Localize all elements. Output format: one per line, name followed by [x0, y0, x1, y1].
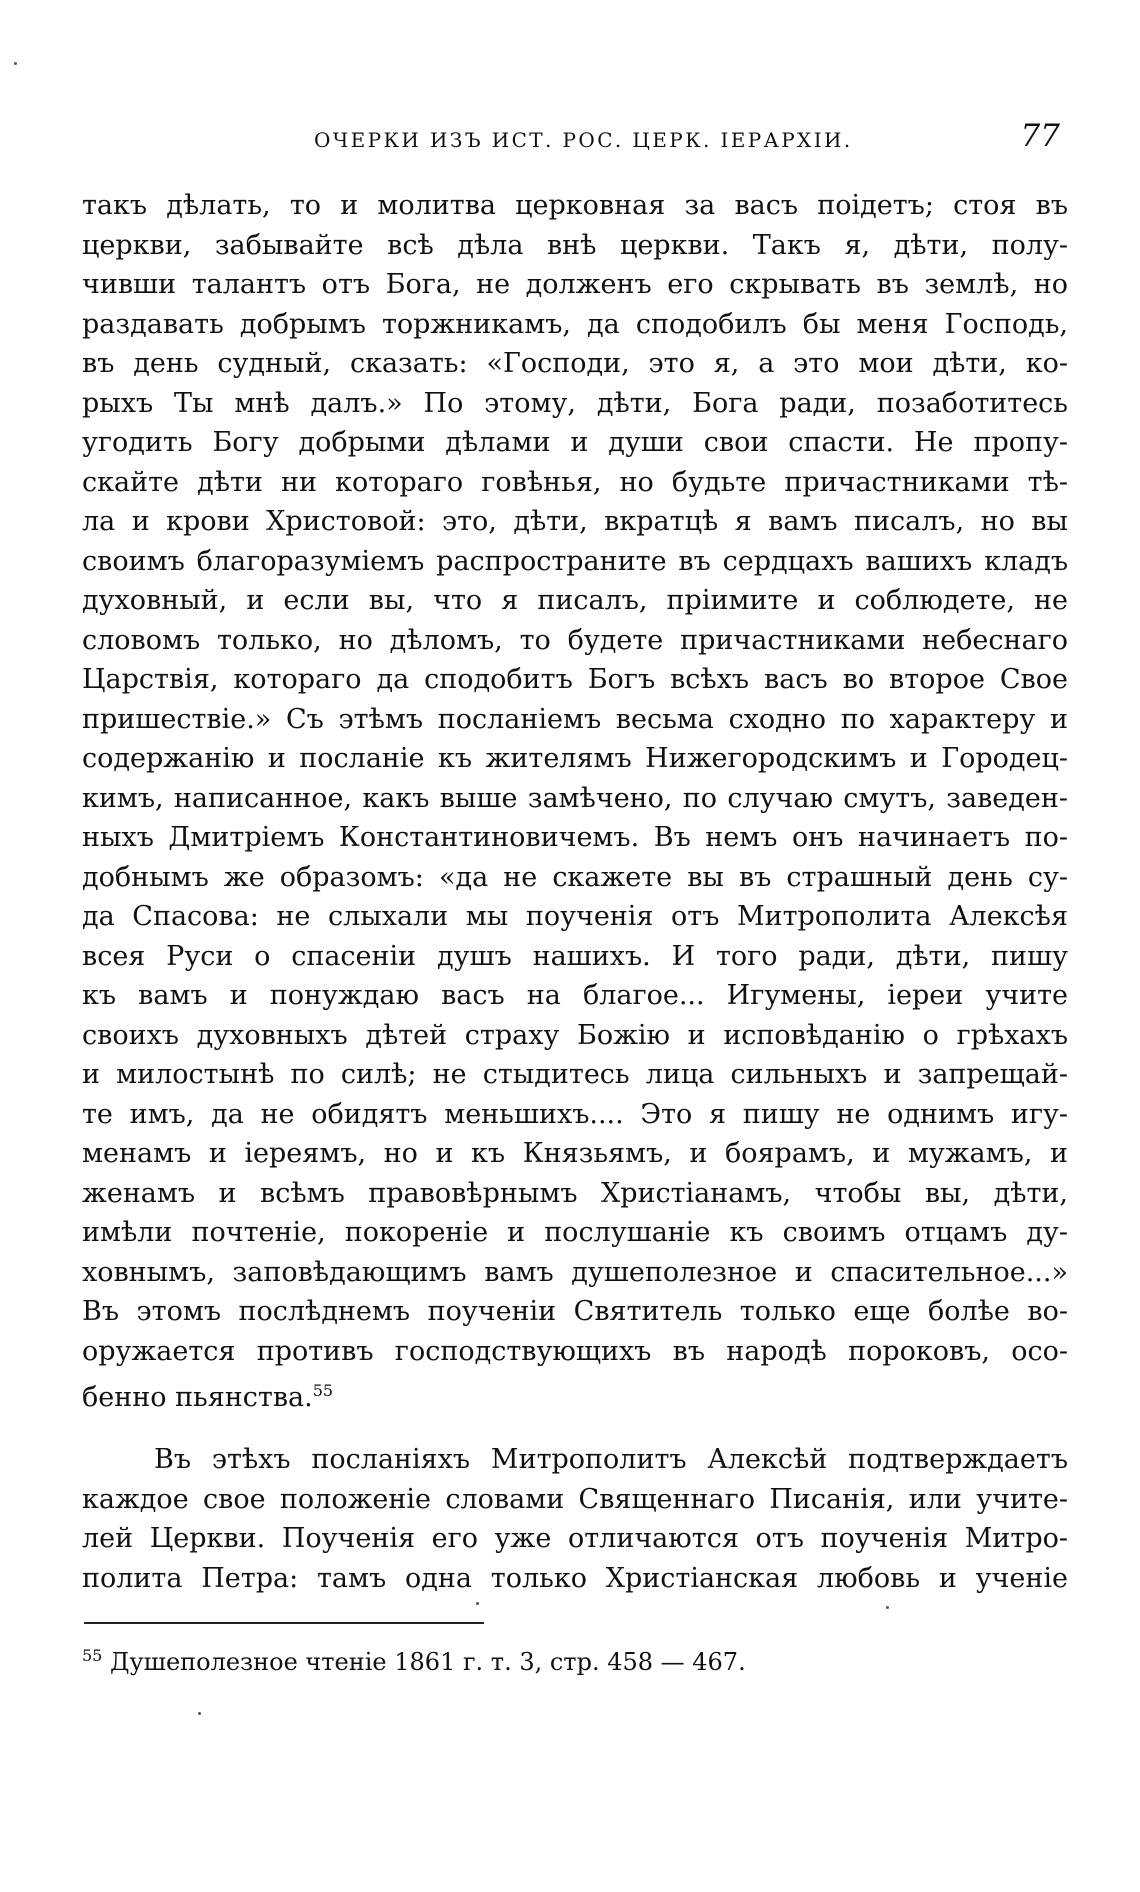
text-line: менамъ и іереямъ, но и къ Князьямъ, и боярамъ, и мужамъ, и: [82, 1138, 1068, 1169]
scan-speck: [14, 62, 17, 65]
text-line: да Спасова: не слыхали мы поученія отъ Митрополита Алексѣя: [82, 901, 1068, 932]
text-line-last: [82, 1371, 1068, 1411]
text-line: те имъ, да не обидятъ меньшихъ.... Это я пишу не однимъ игу-: [82, 1098, 1068, 1130]
scan-speck: [198, 1712, 201, 1715]
second-paragraph: [82, 1440, 1068, 1598]
text-line: Царствія, котораго да сподобитъ Богъ всѣхъ васъ во второе Свое: [82, 664, 1068, 695]
text-line: такъ дѣлать, то и молитва церковная за васъ поідетъ; стоя въ: [82, 190, 1068, 221]
text-line: словомъ только, но дѣломъ, то будете причастниками небеснаго: [82, 624, 1068, 656]
text-line: раздавать добрымъ торжникамъ, да сподобилъ бы меня Господь,: [82, 308, 1068, 340]
text-line: ла и крови Христовой: это, дѣти, вкратцѣ я вамъ писалъ, но вы: [82, 506, 1068, 537]
text-line: Въ этомъ послѣднемъ поученіи Святитель только еще болѣе во-: [82, 1296, 1068, 1327]
text-line: добнымъ же образомъ: «да не скажете вы въ страшный день су-: [82, 861, 1068, 893]
text-line: духовный, и если вы, что я писалъ, пріимите и соблюдете, не: [82, 585, 1068, 616]
scan-speck: [886, 1606, 889, 1609]
text-line: и милостынѣ по силѣ; не стыдитесь лица сильныхъ и запрещай-: [82, 1059, 1068, 1090]
text-line: церкви, забывайте всѣ дѣла внѣ церкви. Такъ я, дѣти, полу-: [82, 229, 1068, 261]
scan-speck: [476, 1602, 479, 1605]
main-paragraph: [82, 186, 1068, 1411]
page-number: 77: [1020, 118, 1060, 154]
footnote: [82, 1640, 746, 1678]
text-line: всея Руси о спасеніи душъ нашихъ. И того ради, дѣти, пишу: [82, 940, 1068, 972]
footnote-text: Душеполезное чтеніе 1861 г. т. 3, стр. 458 — 467.: [110, 1648, 746, 1676]
text-line: полита Петра: тамъ одна только Христіанская любовь и ученіе: [82, 1562, 1068, 1594]
text-line: пришествіе.» Съ этѣмъ посланіемъ весьма сходно по характеру и: [82, 703, 1068, 735]
text-line: рыхъ Ты мнѣ далъ.» По этому, дѣти, Бога ради, позаботитесь: [82, 387, 1068, 419]
text-line: женамъ и всѣмъ правовѣрнымъ Христіанамъ, чтобы вы, дѣти,: [82, 1177, 1068, 1209]
footnote-reference: 55: [312, 1381, 334, 1400]
text-line: содержанію и посланіе къ жителямъ Нижегородскимъ и Городец-: [82, 743, 1068, 774]
text-line: оружается противъ господствующихъ въ народѣ пороковъ, осо-: [82, 1335, 1068, 1367]
text-line: ховнымъ, заповѣдающимъ вамъ душеполезное и спасительное...»: [82, 1256, 1068, 1288]
text-line: кимъ, написанное, какъ выше замѣчено, по случаю смутъ, заведен-: [82, 782, 1068, 814]
text-line: своихъ духовныхъ дѣтей страху Божію и исповѣданію о грѣхахъ: [82, 1019, 1068, 1051]
footnote-divider: [84, 1622, 484, 1624]
text-line: каждое свое положеніе словами Священнаго Писанія, или учите-: [82, 1483, 1068, 1515]
text-line: своимъ благоразуміемъ распространите въ сердцахъ вашихъ кладъ: [82, 545, 1068, 577]
text-line: угодить Богу добрыми дѣлами и души свои спасти. Не пропу-: [82, 427, 1068, 458]
text-line: лей Церкви. Поученія его уже отличаются отъ поученія Митро-: [82, 1523, 1068, 1554]
text-line: ныхъ Дмитріемъ Константиновичемъ. Въ немъ онъ начинаетъ по-: [82, 822, 1068, 853]
text-line: Въ этѣхъ посланіяхъ Митрополитъ Алексѣй подтверждаетъ: [154, 1444, 1068, 1475]
text-line: въ день судный, сказать: «Господи, это я, а это мои дѣти, ко-: [82, 348, 1068, 379]
text-line: скайте дѣти ни котораго говѣнья, но будьте причастниками тѣ-: [82, 466, 1068, 498]
text-line-final: бенно пьянства.: [82, 1382, 313, 1411]
text-line: имѣли почтеніе, покореніе и послушаніе къ своимъ отцамъ ду-: [82, 1217, 1068, 1248]
text-line: чивши талантъ отъ Бога, не долженъ его скрывать въ землѣ, но: [82, 269, 1068, 300]
text-line: къ вамъ и понуждаю васъ на благое... Игумены, іереи учите: [82, 980, 1068, 1011]
page-header: [82, 118, 1068, 162]
footnote-marker: 55: [82, 1646, 103, 1665]
running-title: ОЧЕРКИ ИЗЪ ИСТ. РОС. ЦЕРК. ІЕРАРХІИ.: [314, 128, 853, 152]
